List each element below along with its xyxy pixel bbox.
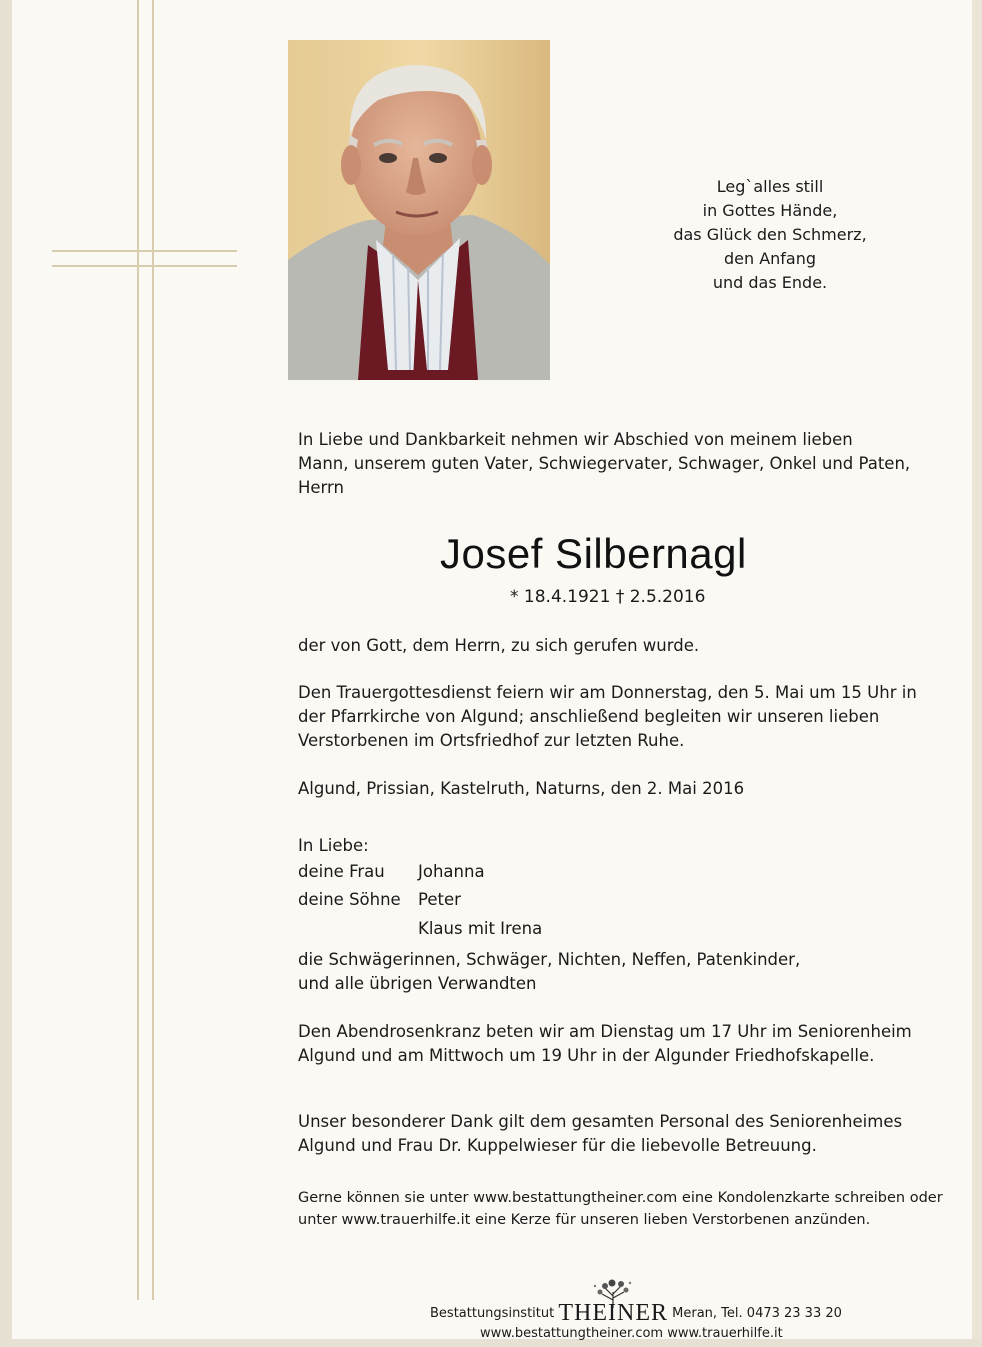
sons-label: deine Söhne: [298, 890, 401, 909]
poem-line: in Gottes Hände,: [702, 201, 838, 220]
son-name: Klaus mit Irena: [418, 919, 543, 938]
wife-label: deine Frau: [298, 862, 385, 881]
son-name: Peter: [418, 890, 461, 909]
rosary-text: Den Abendrosenkranz beten wir am Dienstag um 17 Uhr im Seniorenheim Algund und am Mittwoch um 19 Uhr in der Algunder Friedhofskapelle.: [298, 1022, 912, 1065]
poem-line: den Anfang: [723, 249, 817, 268]
called-text: der von Gott, dem Herrn, zu sich gerufen wurde.: [298, 636, 700, 655]
page-edge-left: [0, 0, 12, 1347]
poem-line: das Glück den Schmerz,: [673, 225, 867, 244]
thanks-text: Unser besonderer Dank gilt dem gesamten Personal des Seniorenheimes Algund und Frau Dr. Kuppelwieser für die liebevolle Betreuung.: [298, 1112, 903, 1155]
portrait-photo: [288, 40, 550, 380]
deceased-name: Josef Silbernagl: [440, 530, 747, 577]
page-edge-right: [972, 0, 982, 1347]
footer-contact: Meran, Tel. 0473 23 33 20: [672, 1306, 842, 1321]
poem-line: und das Ende.: [712, 273, 828, 292]
intro-text: In Liebe und Dankbarkeit nehmen wir Abschied von meinem lieben Mann, unserem guten Vater, Schwiegervater, Schwager, Onkel und Paten, Herrn: [298, 430, 911, 497]
other-relatives: die Schwägerinnen, Schwäger, Nichten, Neffen, Patenkinder,: [298, 950, 801, 969]
poem: [640, 175, 900, 295]
life-dates: * 18.4.1921 † 2.5.2016: [510, 587, 706, 607]
condolence-text: Gerne können sie unter www.bestattungtheiner.com eine Kondolenzkarte schreiben oder unter www.trauerhilfe.it eine Kerze für unseren lieben Verstorbenen anzünden.: [298, 1190, 943, 1228]
poem-line: Leg`alles still: [716, 177, 824, 196]
funeral-home-footer: [430, 1300, 842, 1327]
footer-websites: www.bestattungtheiner.com www.trauerhilfe.it: [480, 1326, 783, 1341]
footer-prefix: Bestattungsinstitut: [430, 1306, 555, 1321]
service-text: Den Trauergottesdienst feiern wir am Donnerstag, den 5. Mai um 15 Uhr in der Pfarrkirche von Algund; anschließend begleiten wir unseren lieben Verstorbenen im Ortsfriedhof zur letzten Ruhe.: [298, 683, 917, 750]
wife-name: Johanna: [418, 862, 485, 881]
other-relatives: und alle übrigen Verwandten: [298, 974, 537, 993]
place-date: Algund, Prissian, Kastelruth, Naturns, den 2. Mai 2016: [298, 779, 745, 798]
funeral-home-brand: THEINER: [558, 1300, 669, 1326]
family-heading: In Liebe:: [298, 836, 369, 855]
